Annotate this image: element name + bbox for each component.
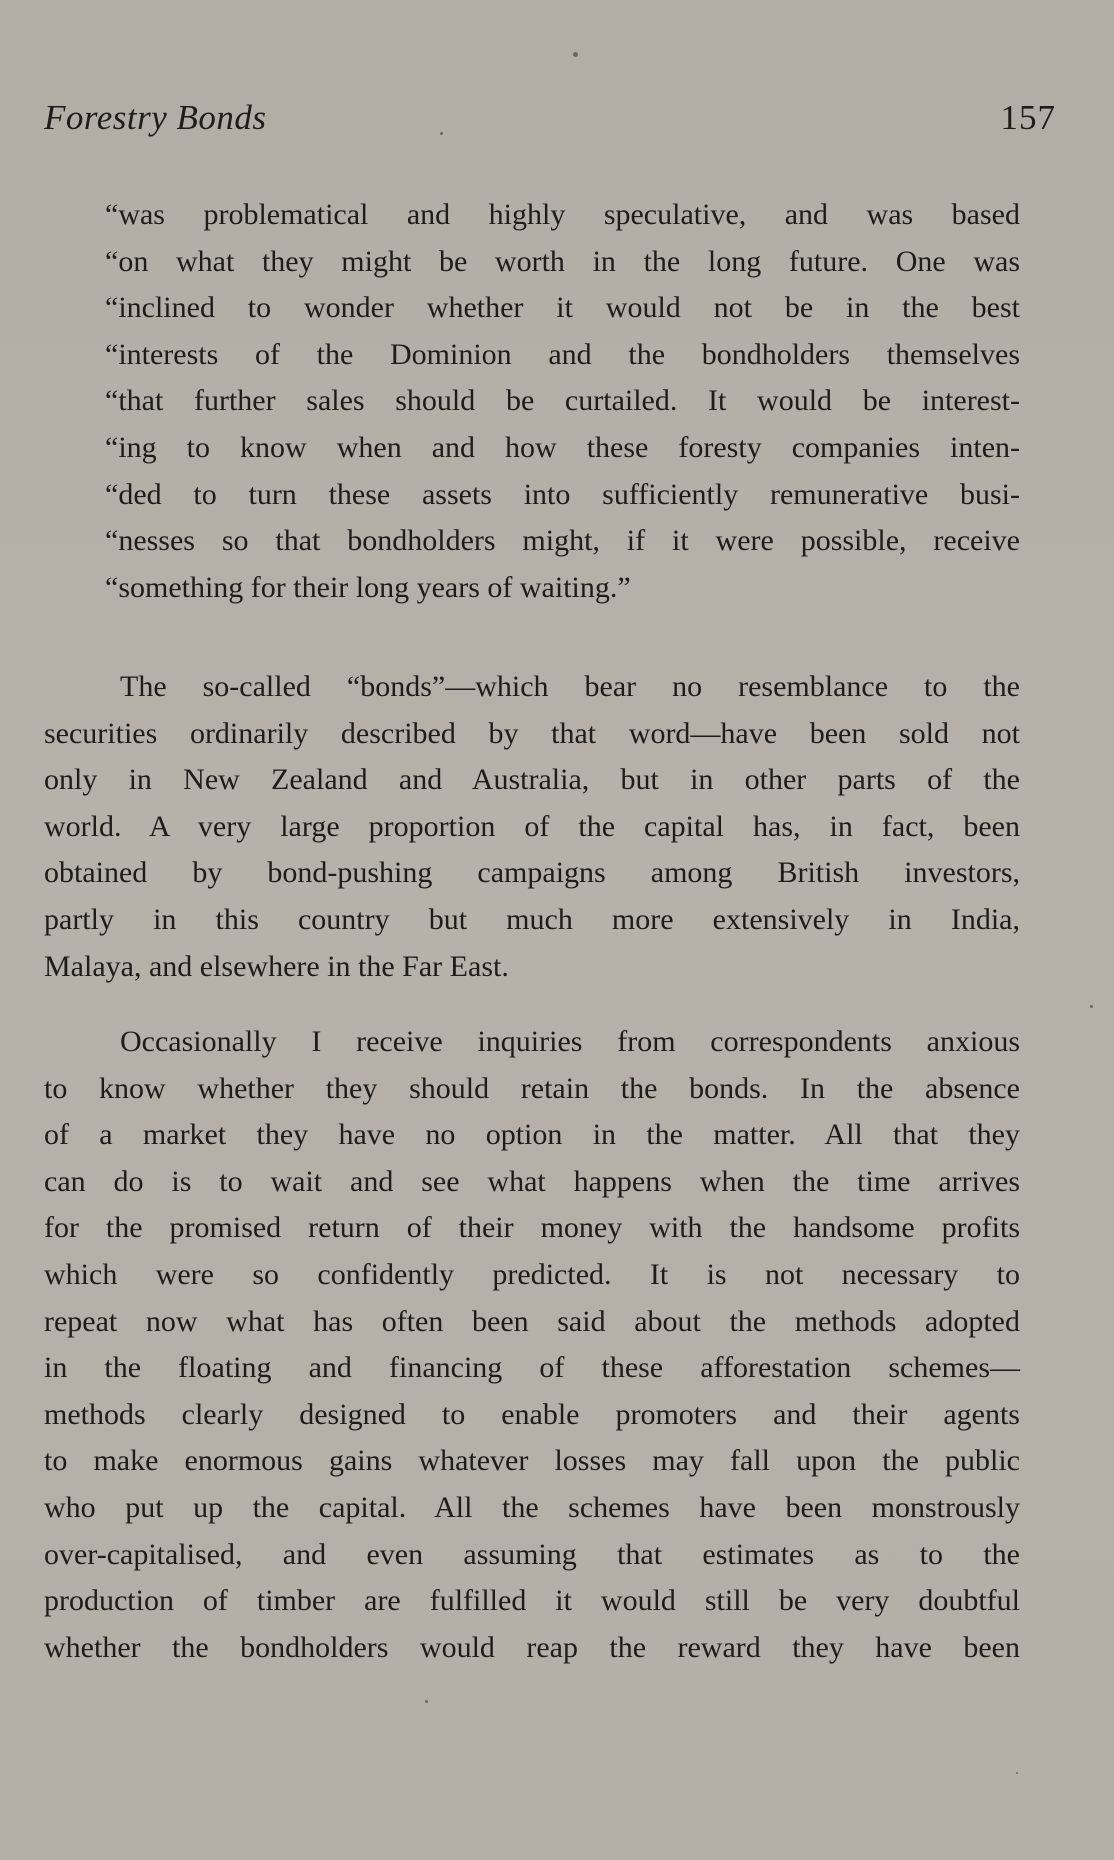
paper-speck: [425, 1700, 428, 1703]
quote-line: “interests of the Dominion and the bondholders themselves: [105, 337, 1020, 371]
paragraph-line: to know whether they should retain the bonds. In the absence: [44, 1071, 1020, 1105]
paragraph-line: partly in this country but much more extensively in India,: [44, 902, 1020, 936]
quote-line: “that further sales should be curtailed. It would be interest-: [105, 384, 1020, 418]
quote-line: “something for their long years of waiting.”: [105, 570, 631, 604]
paragraph-line: obtained by bond-pushing campaigns among British investors,: [44, 856, 1020, 890]
paragraph-inquiries: [44, 1019, 1020, 1671]
paragraph-line: of a market they have no option in the matter. All that they: [44, 1118, 1020, 1152]
paper-speck: [440, 132, 443, 135]
paragraph-line: securities ordinarily described by that word—have been sold not: [44, 716, 1020, 750]
paragraph-line: to make enormous gains whatever losses may fall upon the public: [44, 1444, 1020, 1478]
paragraph-line: methods clearly designed to enable promoters and their agents: [44, 1397, 1020, 1431]
quote-line: “nesses so that bondholders might, if it were possible, receive: [105, 524, 1020, 558]
paragraph-line: for the promised return of their money with the handsome profits: [44, 1211, 1020, 1245]
paragraph-bonds-sold: [44, 664, 1020, 990]
paragraph-line: Malaya, and elsewhere in the Far East.: [44, 949, 509, 983]
paragraph-line: can do is to wait and see what happens when the time arrives: [44, 1164, 1020, 1198]
page-number: 157: [1000, 98, 1056, 137]
running-head: Forestry Bonds: [44, 98, 267, 137]
paragraph-line: whether the bondholders would reap the reward they have been: [44, 1630, 1020, 1664]
paragraph-line: production of timber are fulfilled it would still be very doubtful: [44, 1584, 1020, 1618]
paragraph-line: Occasionally I receive inquiries from correspondents anxious: [120, 1025, 1020, 1058]
quoted-passage: [105, 192, 1020, 611]
paragraph-line: in the floating and financing of these afforestation schemes—: [44, 1351, 1020, 1385]
paper-speck: [573, 52, 578, 57]
quote-line: “was problematical and highly speculative, and was based: [105, 198, 1020, 231]
paragraph-line: world. A very large proportion of the capital has, in fact, been: [44, 809, 1020, 843]
paragraph-line: which were so confidently predicted. It is not necessary to: [44, 1257, 1020, 1291]
paragraph-line: repeat now what has often been said about the methods adopted: [44, 1304, 1020, 1338]
quote-line: “inclined to wonder whether it would not be in the best: [105, 291, 1020, 325]
paragraph-line: only in New Zealand and Australia, but in other parts of the: [44, 763, 1020, 797]
paragraph-line: The so-called “bonds”—which bear no resemblance to the: [120, 670, 1020, 703]
page-header: [44, 98, 1070, 148]
quote-line: “ded to turn these assets into sufficiently remunerative busi-: [105, 477, 1020, 511]
paper-speck: [1016, 1772, 1018, 1774]
paragraph-line: over-capitalised, and even assuming that estimates as to the: [44, 1537, 1020, 1571]
paper-speck: [1090, 1005, 1093, 1008]
quote-line: “on what they might be worth in the long future. One was: [105, 244, 1020, 278]
quote-line: “ing to know when and how these foresty companies inten-: [105, 430, 1020, 464]
paragraph-line: who put up the capital. All the schemes have been monstrously: [44, 1490, 1020, 1524]
